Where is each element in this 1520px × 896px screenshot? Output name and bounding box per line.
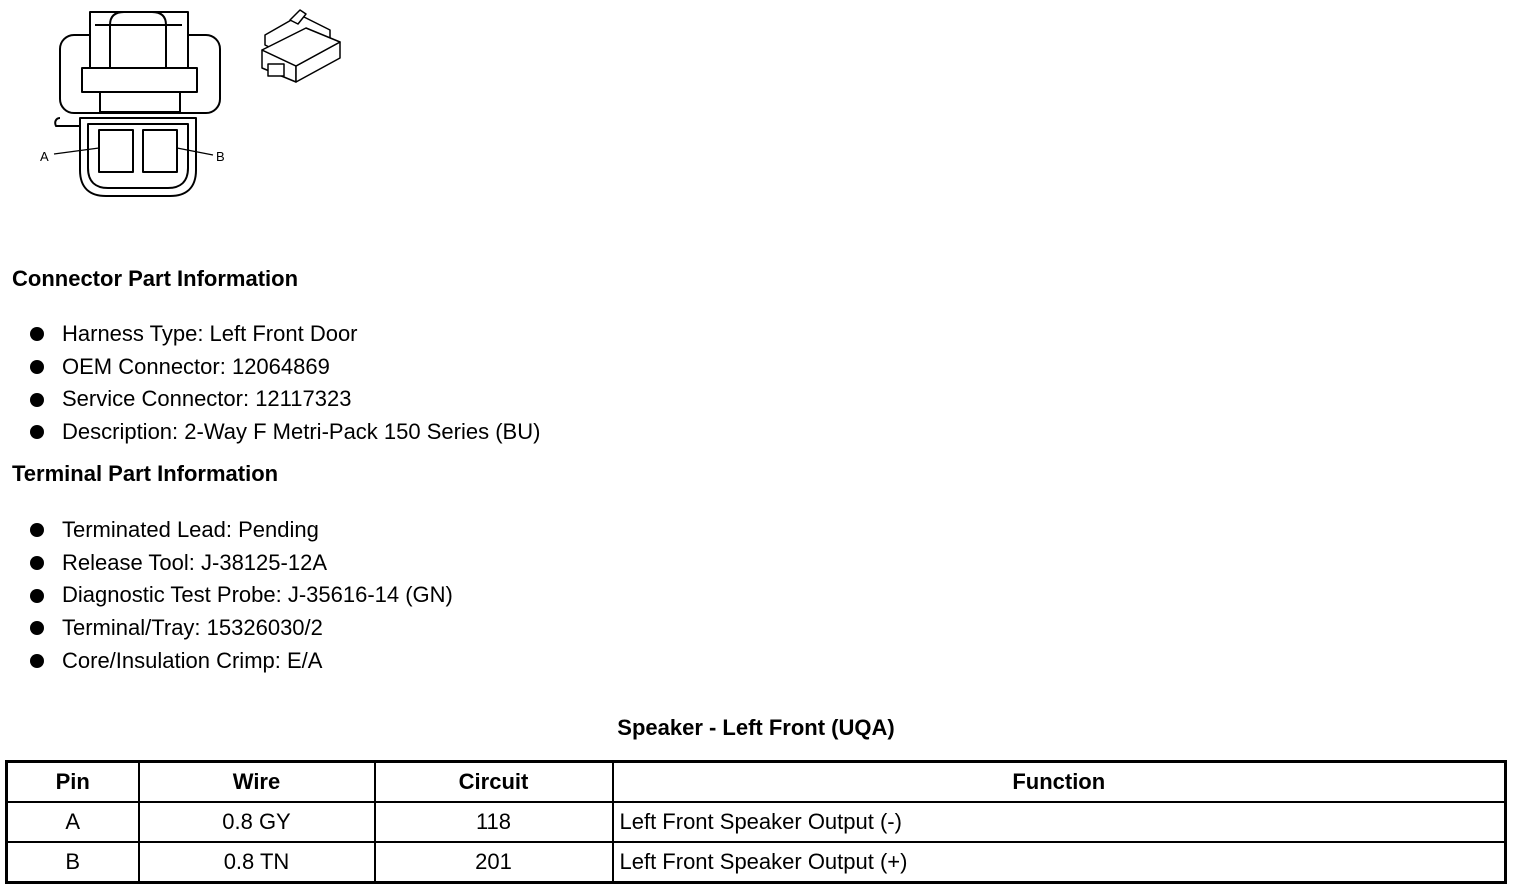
list-item xyxy=(0,514,453,547)
terminal-info-list xyxy=(0,514,453,677)
list-item-text: OEM Connector: 12064869 xyxy=(62,353,330,379)
bullet-icon xyxy=(30,425,44,439)
list-item-text: Diagnostic Test Probe: J-35616-14 (GN) xyxy=(62,582,453,608)
list-item-text: Core/Insulation Crimp: E/A xyxy=(62,647,323,673)
list-item-text: Terminated Lead: Pending xyxy=(62,517,319,542)
header-wire: Wire xyxy=(139,762,375,803)
list-item xyxy=(0,645,453,678)
list-item xyxy=(0,579,453,612)
cell-pin: A xyxy=(7,802,139,842)
pin-a-label: A xyxy=(40,149,49,164)
bullet-icon xyxy=(30,523,44,537)
bullet-icon xyxy=(30,393,44,407)
list-item xyxy=(0,383,540,416)
cell-function: Left Front Speaker Output (-) xyxy=(613,802,1506,842)
bullet-icon xyxy=(30,327,44,341)
header-function: Function xyxy=(613,762,1506,803)
pin-table-title: Speaker - Left Front (UQA) xyxy=(617,715,895,740)
bullet-icon xyxy=(30,360,44,374)
list-item-text: Description: 2-Way F Metri-Pack 150 Series (BU) xyxy=(62,419,541,445)
list-item-text: Service Connector: 12117323 xyxy=(62,386,352,412)
bullet-icon xyxy=(30,556,44,570)
table-row xyxy=(7,842,1506,883)
cell-wire: 0.8 GY xyxy=(139,802,375,842)
cell-function: Left Front Speaker Output (+) xyxy=(613,842,1506,883)
list-item xyxy=(0,612,453,645)
cell-wire: 0.8 TN xyxy=(139,842,375,883)
connector-body xyxy=(80,118,196,196)
table-row xyxy=(7,802,1506,842)
connector-info-list xyxy=(0,318,540,449)
cell-circuit: 201 xyxy=(375,842,613,883)
header-pin: Pin xyxy=(7,762,139,803)
list-item xyxy=(0,318,540,351)
list-item xyxy=(0,416,540,449)
terminal-info-heading: Terminal Part Information xyxy=(12,461,279,486)
connector-diagram xyxy=(0,0,380,210)
cell-pin: B xyxy=(7,842,139,883)
bullet-icon xyxy=(30,621,44,635)
list-item xyxy=(0,351,540,384)
connector-latch xyxy=(90,12,188,70)
list-item-text: Harness Type: Left Front Door xyxy=(62,321,358,346)
connector-isometric-icon xyxy=(262,10,340,82)
list-item-text: Release Tool: J-38125-12A xyxy=(62,549,327,575)
connector-info-heading: Connector Part Information xyxy=(12,266,299,291)
bullet-icon xyxy=(30,589,44,603)
list-item-text: Terminal/Tray: 15326030/2 xyxy=(62,615,323,641)
bullet-icon xyxy=(30,654,44,668)
pin-b-label: B xyxy=(216,149,225,164)
pin-table xyxy=(5,760,1507,884)
cell-circuit: 118 xyxy=(375,802,613,842)
header-circuit: Circuit xyxy=(375,762,613,803)
list-item xyxy=(0,547,453,580)
table-header-row xyxy=(7,762,1506,803)
